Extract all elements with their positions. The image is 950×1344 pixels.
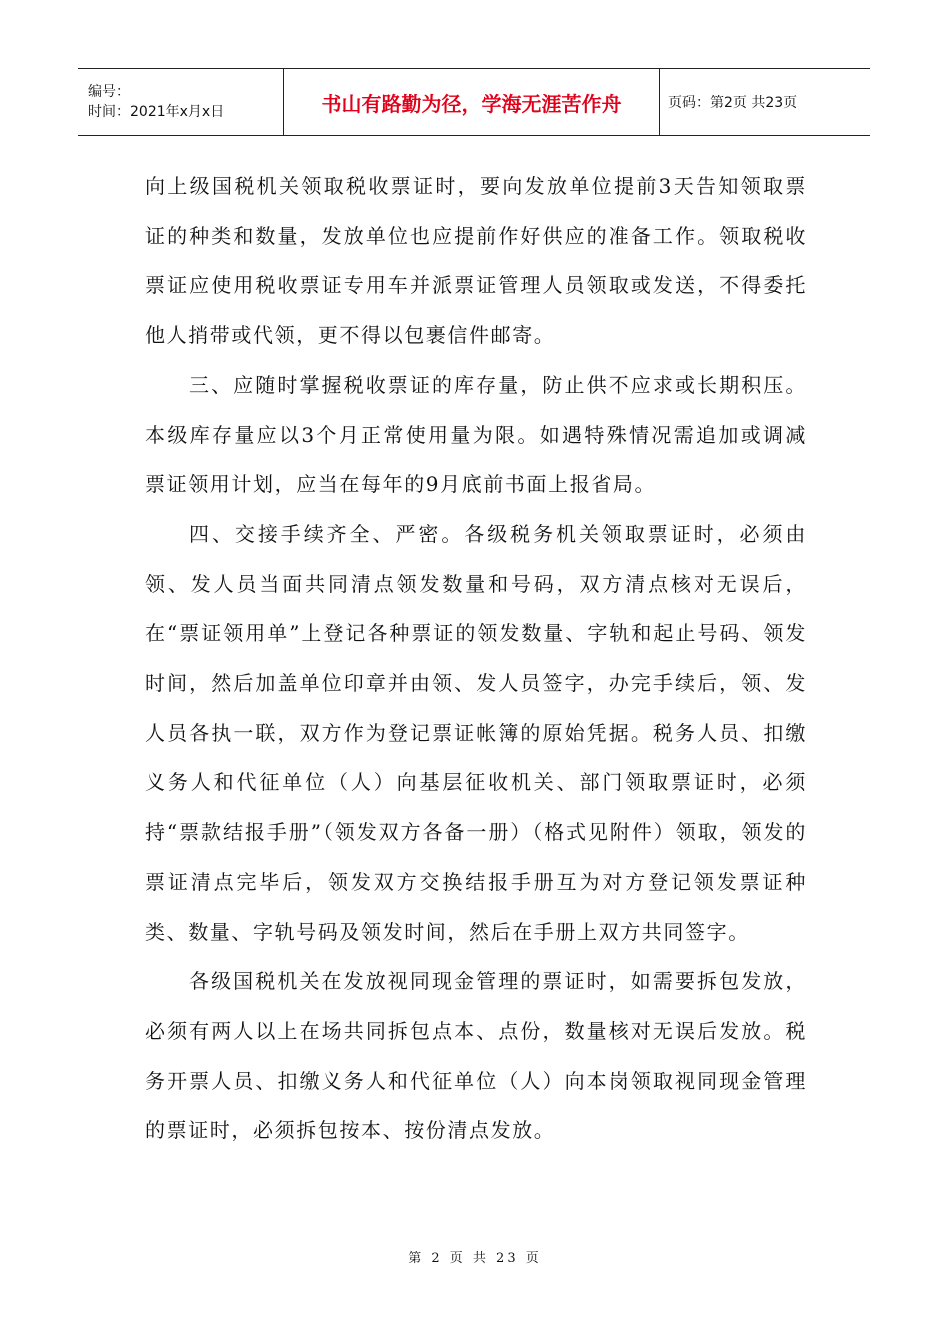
paragraph-cash-equivalent: 各级国税机关在发放视同现金管理的票证时，如需要拆包发放，必须有两人以上在场共同拆包点本、点份，数量核对无误后发放。税务开票人员、扣缴义务人和代征单位（人）向本岗领取视同现金管理的票证时，必须拆包按本、按份清点发放。 xyxy=(145,969,807,1143)
page-footer: 第 2 页 共 23 页 xyxy=(408,1251,542,1266)
paragraph-section-three: 三、应随时掌握税收票证的库存量，防止供不应求或长期积压。本级库存量应以3个月正常使用量为限。如遇特殊情况需追加或调减票证领用计划，应当在每年的9月底前书面上报省局。 xyxy=(145,372,807,497)
document-date-label: 时间：2021年x月x日 xyxy=(88,104,225,120)
header-motto: 书山有路勤为径，学海无涯苦作舟 xyxy=(283,69,660,135)
paragraph-continuation: 向上级国税机关领取税收票证时，要向发放单位提前3天告知领取票证的种类和数量，发放单位也应提前作好供应的准备工作。领取税收票证应使用税收票证专用车并派票证管理人员领取或发送，不得委托他人捎带或代领，更不得以包裹信件邮寄。 xyxy=(145,174,807,348)
paragraph-section-four: 四、交接手续齐全、严密。各级税务机关领取票证时，必须由领、发人员当面共同清点领发数量和号码，双方清点核对无误后，在“票证领用单”上登记各种票证的领发数量、字轨和起止号码、领发时间，然后加盖单位印章并由领、发人员签字，办完手续后，领、发人员各执一联，双方作为登记票证帐簿的原始凭据。税务人员、扣缴义务人和代征单位（人）向基层征收机关、部门领取票证时，必须持“票款结报手册”（领发双方各备一册）（格式见附件）领取，领发的票证清点完毕后，领发双方交换结报手册互为对方登记领发票证种类、数量、字轨号码及领发时间，然后在手册上双方共同签字。 xyxy=(145,521,807,944)
document-number-label: 编号： xyxy=(88,84,130,100)
header-page-info: 页码：第2页 共23页 xyxy=(668,95,798,111)
header-meta xyxy=(78,69,283,135)
document-body xyxy=(145,162,807,1156)
page-header xyxy=(78,68,870,136)
